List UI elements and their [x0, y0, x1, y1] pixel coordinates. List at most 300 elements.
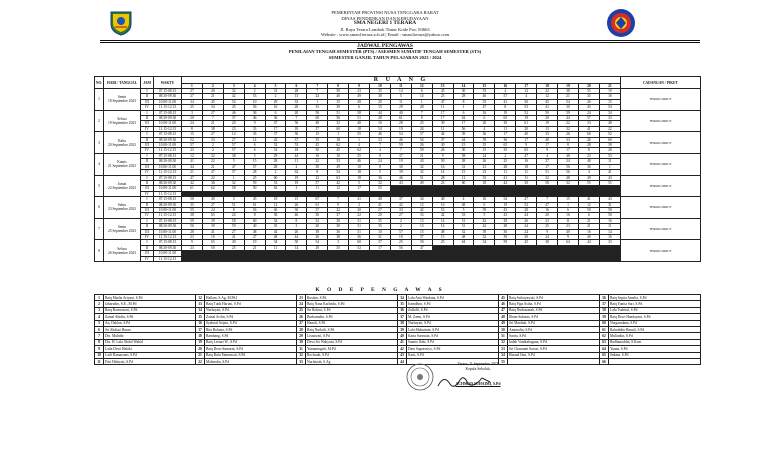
proctor-code-cell: 11: [558, 218, 579, 223]
proctor-code-cell: 60: [244, 218, 265, 223]
proctor-code-cell: 5: [474, 213, 495, 218]
proctor-code-cell: 37: [390, 197, 411, 202]
proctor-code-cell: 14: [390, 89, 411, 94]
kode-name: Baiq Tutik Hariati, S.Pd: [205, 301, 297, 307]
kode-number: 57: [600, 301, 609, 307]
proctor-code-cell: 55: [349, 132, 370, 137]
proctor-code-cell: 43: [244, 132, 265, 137]
proctor-code-cell: 15: [599, 99, 620, 104]
col-waktu: WAKTU: [154, 77, 182, 89]
kode-name: Karta Surawan, S.Pd: [407, 333, 499, 339]
proctor-code-cell: 17: [453, 121, 474, 126]
proctor-code-cell: 47: [265, 121, 286, 126]
proctor-code-cell: 50: [432, 159, 453, 164]
jam-label: III: [141, 229, 154, 234]
reserve-cell: THROUGHOUT: [620, 153, 700, 175]
proctor-code-cell: 11: [599, 159, 620, 164]
proctor-code-cell: 14: [223, 132, 244, 137]
proctor-code-cell: 60: [453, 180, 474, 185]
proctor-code-cell: 44: [182, 164, 203, 169]
proctor-code-cell: 45: [202, 99, 223, 104]
doc-title: JADWAL PENGAWAS: [357, 43, 413, 49]
proctor-code-cell: 44: [516, 213, 537, 218]
proctor-code-cell: 25: [495, 159, 516, 164]
proctor-code-cell: 11: [599, 224, 620, 229]
proctor-code-cell: 21: [182, 170, 203, 175]
room-header: 11: [390, 84, 411, 89]
kode-name: Baiq Septia Amelia, S.Pd: [609, 295, 701, 301]
proctor-code-cell: 51: [349, 116, 370, 121]
proctor-code-cell: 39: [474, 229, 495, 234]
proctor-code-cell: 58: [453, 153, 474, 158]
proctor-code-cell: 20: [349, 207, 370, 212]
proctor-code-cell: 53: [474, 175, 495, 180]
day-cell: [104, 197, 141, 219]
proctor-code-cell: 64: [558, 240, 579, 245]
proctor-code-cell: 54: [370, 126, 391, 131]
proctor-code-cell: 33: [558, 137, 579, 142]
proctor-code-cell: 42: [390, 202, 411, 207]
proctor-code-cell: 33: [411, 213, 432, 218]
proctor-code-cell: 39: [453, 132, 474, 137]
proctor-code-cell: 31: [370, 234, 391, 239]
proctor-code-cell: [432, 256, 453, 261]
proctor-code-cell: 31: [349, 218, 370, 223]
proctor-code-cell: [307, 256, 328, 261]
proctor-code-cell: 10: [349, 164, 370, 169]
proctor-code-cell: 1: [223, 175, 244, 180]
proctor-code-cell: 24: [474, 153, 495, 158]
time-slot: 07.15-08.15: [154, 110, 182, 115]
proctor-code-cell: 47: [474, 105, 495, 110]
proctor-code-cell: 37: [432, 137, 453, 142]
day-number: 1: [95, 89, 104, 111]
proctor-code-cell: 50: [307, 110, 328, 115]
proctor-code-cell: 3: [328, 240, 349, 245]
proctor-code-cell: 28: [370, 116, 391, 121]
proctor-code-cell: 48: [265, 234, 286, 239]
day-number: 5: [95, 175, 104, 197]
proctor-code-cell: 20: [307, 224, 328, 229]
doc-subtitle-1: PENILAIAN TENGAH SEMESTER (PTS) / ASESMEN SUMATIF TENGAH SEMESTER (STS): [288, 49, 482, 55]
proctor-code-cell: 43: [265, 137, 286, 142]
kode-number: 45: [499, 295, 508, 301]
proctor-code-cell: 44: [265, 229, 286, 234]
proctor-code-cell: 62: [286, 170, 307, 175]
kode-name: Aminudin, S.Pd: [508, 326, 600, 332]
proctor-code-cell: 54: [495, 197, 516, 202]
proctor-code-cell: 26: [516, 218, 537, 223]
proctor-code-cell: 24: [307, 94, 328, 99]
proctor-code-cell: 9: [328, 202, 349, 207]
proctor-code-cell: 57: [495, 94, 516, 99]
kode-number: 20: [196, 346, 205, 352]
proctor-code-cell: 4: [578, 170, 599, 175]
proctor-code-cell: 27: [370, 207, 391, 212]
proctor-code-cell: 10: [370, 229, 391, 234]
kode-number: 58: [600, 307, 609, 313]
proctor-code-cell: 48: [432, 229, 453, 234]
proctor-code-cell: 17: [558, 148, 579, 153]
proctor-code-cell: 25: [411, 121, 432, 126]
proctor-code-cell: [328, 256, 349, 261]
schedule-table: [94, 76, 701, 262]
kode-number: 6: [95, 326, 104, 332]
proctor-code-cell: 35: [349, 153, 370, 158]
proctor-code-cell: 5: [349, 180, 370, 185]
proctor-code-cell: 18: [474, 180, 495, 185]
proctor-code-cell: 52: [265, 143, 286, 148]
proctor-code-cell: 11: [495, 126, 516, 131]
kode-name: Baiq Bulu Fatmawati, S.Pd: [205, 352, 297, 358]
day-cell: [104, 153, 141, 175]
proctor-code-cell: 40: [328, 94, 349, 99]
proctor-code-cell: 22: [599, 126, 620, 131]
jam-label: I: [141, 132, 154, 137]
proctor-code-cell: 29: [370, 99, 391, 104]
proctor-code-cell: 48: [370, 197, 391, 202]
proctor-code-cell: 28: [182, 229, 203, 234]
room-header: 8: [328, 84, 349, 89]
room-header: 18: [537, 84, 558, 89]
kode-name: Lalu Tsabitul, S.Pd: [609, 307, 701, 313]
kode-number: 66: [600, 358, 609, 364]
kode-number: 13: [196, 301, 205, 307]
proctor-code-cell: 33: [202, 137, 223, 142]
proctor-code-cell: 23: [182, 245, 203, 250]
kode-number: 5: [95, 320, 104, 326]
proctor-code-cell: 3: [223, 197, 244, 202]
proctor-code-cell: 61: [244, 202, 265, 207]
proctor-code-cell: 12: [516, 89, 537, 94]
day-date: 23 September 2023: [108, 207, 136, 212]
proctor-code-cell: 19: [495, 110, 516, 115]
proctor-code-cell: 54: [599, 105, 620, 110]
proctor-code-cell: 4: [349, 143, 370, 148]
proctor-code-cell: 48: [599, 121, 620, 126]
proctor-code-cell: 26: [432, 148, 453, 153]
proctor-code-cell: 2: [390, 224, 411, 229]
letterhead-line2: DINAS PENDIDIKAN DAN KEBUDAYAAN: [341, 15, 429, 21]
proctor-code-cell: 8: [307, 170, 328, 175]
proctor-code-cell: 2: [495, 153, 516, 158]
proctor-code-cell: 45: [432, 89, 453, 94]
room-header: 9: [349, 84, 370, 89]
kode-name: Baiq Lestari W., S.Pd: [205, 339, 297, 345]
proctor-code-cell: 33: [599, 240, 620, 245]
sign-place-date: Terara, 11 September 2023: [457, 362, 499, 366]
jam-label: III: [141, 121, 154, 126]
proctor-code-cell: 38: [537, 240, 558, 245]
jam-label: I: [141, 153, 154, 158]
proctor-code-cell: 16: [578, 229, 599, 234]
proctor-code-cell: 26: [307, 234, 328, 239]
room-header: 1: [182, 84, 203, 89]
proctor-code-cell: 32: [474, 234, 495, 239]
kode-name: Baiq Nana Karlindu, S.Pd: [306, 301, 398, 307]
proctor-code-cell: 18: [286, 148, 307, 153]
proctor-code-cell: 6: [453, 110, 474, 115]
kode-number: 28: [297, 326, 306, 332]
proctor-code-cell: 22: [328, 207, 349, 212]
proctor-code-cell: 35: [474, 143, 495, 148]
proctor-code-cell: 1: [411, 99, 432, 104]
school-logo: [606, 8, 636, 38]
proctor-code-cell: 63: [328, 175, 349, 180]
proctor-code-cell: [599, 256, 620, 261]
proctor-code-cell: 55: [578, 89, 599, 94]
day-date: 18 September 2023: [108, 99, 136, 104]
jam-label: III: [141, 186, 154, 191]
col-hari: HARI / TANGGAL: [104, 77, 141, 89]
proctor-code-cell: 18: [265, 197, 286, 202]
proctor-code-cell: 16: [432, 164, 453, 169]
proctor-code-cell: 34: [265, 218, 286, 223]
proctor-code-cell: 35: [370, 218, 391, 223]
proctor-code-cell: 15: [453, 170, 474, 175]
proctor-code-cell: 16: [537, 207, 558, 212]
time-slot: 07.15-08.15: [154, 175, 182, 180]
proctor-code-cell: 37: [307, 126, 328, 131]
proctor-code-cell: 52: [307, 218, 328, 223]
proctor-code-cell: 65: [202, 213, 223, 218]
day-date: 21 September 2023: [108, 164, 136, 169]
proctor-code-cell: 58: [537, 180, 558, 185]
proctor-code-cell: 7: [411, 110, 432, 115]
proctor-code-cell: 19: [537, 121, 558, 126]
proctor-code-cell: 12: [453, 175, 474, 180]
proctor-code-cell: [495, 256, 516, 261]
proctor-code-cell: 49: [578, 175, 599, 180]
proctor-code-cell: [286, 256, 307, 261]
proctor-code-cell: 50: [244, 186, 265, 191]
day-name: Selasa: [117, 246, 127, 251]
kode-name: Mahendra, S.Pd: [205, 358, 297, 364]
kode-number: 64: [600, 346, 609, 352]
proctor-code-cell: 65: [516, 148, 537, 153]
proctor-code-cell: 40: [202, 89, 223, 94]
proctor-code-cell: 42: [223, 94, 244, 99]
proctor-code-cell: 27: [223, 229, 244, 234]
kode-name: Iramdhon, S.Pd: [407, 301, 499, 307]
proctor-code-cell: 38: [182, 213, 203, 218]
proctor-code-cell: 26: [578, 99, 599, 104]
proctor-code-cell: 24: [516, 229, 537, 234]
proctor-code-cell: 44: [370, 110, 391, 115]
col-cadangan: CADANGAN / PIKET: [620, 77, 700, 89]
jam-label: III: [141, 99, 154, 104]
proctor-code-cell: 56: [453, 126, 474, 131]
proctor-code-cell: 28: [432, 175, 453, 180]
kode-name: Laila Dewi Hakiki: [104, 346, 196, 352]
kode-number: 40: [398, 333, 407, 339]
proctor-code-cell: 28: [578, 143, 599, 148]
kode-name: Rusdan, S.Pd: [306, 295, 398, 301]
proctor-code-cell: 32: [453, 229, 474, 234]
time-slot: 08.30-09.30: [154, 137, 182, 142]
proctor-code-cell: 7: [307, 89, 328, 94]
proctor-code-cell: 43: [599, 197, 620, 202]
proctor-code-cell: 36: [578, 164, 599, 169]
proctor-code-cell: 19: [516, 116, 537, 121]
kode-number: 55: [499, 358, 508, 364]
kode-number: 42: [398, 346, 407, 352]
proctor-code-cell: 41: [599, 170, 620, 175]
school-web: Website : www.sman1terara.sch.id | Email : sman1terara@yahoo.com: [320, 32, 450, 38]
proctor-code-cell: 20: [182, 116, 203, 121]
kode-name: Sarira, S.Pd: [508, 333, 600, 339]
proctor-code-cell: 51: [411, 175, 432, 180]
jam-label: IV: [141, 105, 154, 110]
proctor-code-cell: 35: [328, 245, 349, 250]
proctor-code-cell: 59: [244, 180, 265, 185]
proctor-code-cell: 24: [182, 121, 203, 126]
day-number: 8: [95, 240, 104, 262]
kode-number: 24: [297, 301, 306, 307]
proctor-code-cell: 21: [202, 164, 223, 169]
proctor-code-cell: 56: [286, 121, 307, 126]
proctor-code-cell: 33: [307, 105, 328, 110]
proctor-code-cell: 24: [411, 126, 432, 131]
proctor-code-cell: 64: [453, 240, 474, 245]
day-date: 25 September 2023: [108, 229, 136, 234]
kode-row: [95, 358, 701, 364]
table-row: [95, 256, 701, 261]
proctor-code-cell: 17: [432, 116, 453, 121]
proctor-code-cell: 13: [411, 224, 432, 229]
kode-number: 19: [196, 339, 205, 345]
proctor-code-cell: 16: [558, 213, 579, 218]
proctor-code-cell: 48: [453, 234, 474, 239]
signature-block: [418, 362, 538, 387]
proctor-code-cell: 10: [244, 99, 265, 104]
proctor-code-cell: 50: [286, 240, 307, 245]
time-slot: 10.00-11.00: [154, 186, 182, 191]
proctor-code-cell: 9: [244, 121, 265, 126]
proctor-code-cell: 36: [328, 229, 349, 234]
proctor-code-cell: 14: [244, 137, 265, 142]
time-slot: 08.30-09.30: [154, 224, 182, 229]
proctor-code-cell: 59: [474, 207, 495, 212]
time-slot: 10.00-11.00: [154, 99, 182, 104]
proctor-code-cell: 8: [411, 116, 432, 121]
room-header: 5: [265, 84, 286, 89]
kode-number: 34: [398, 295, 407, 301]
proctor-code-cell: 43: [390, 180, 411, 185]
proctor-code-cell: 17: [537, 164, 558, 169]
proctor-code-cell: 48: [307, 121, 328, 126]
sign-role: Kepala Sekolah,: [465, 367, 491, 371]
jam-label: I: [141, 110, 154, 115]
proctor-code-cell: 31: [349, 229, 370, 234]
proctor-code-cell: 29: [495, 218, 516, 223]
proctor-code-cell: 12: [265, 202, 286, 207]
kode-name: [609, 358, 701, 364]
kode-name: Baiq Nurhasanah, S.Pd: [508, 307, 600, 313]
proctor-code-cell: 43: [495, 207, 516, 212]
jam-label: IV: [141, 148, 154, 153]
jam-label: II: [141, 159, 154, 164]
proctor-code-cell: 20: [370, 213, 391, 218]
kode-number: 60: [600, 320, 609, 326]
proctor-code-cell: 54: [307, 240, 328, 245]
proctor-code-cell: 60: [349, 240, 370, 245]
jam-label: IV: [141, 170, 154, 175]
day-name: Jumat: [117, 181, 127, 186]
proctor-code-cell: 5: [370, 170, 391, 175]
kode-number: 61: [600, 326, 609, 332]
proctor-code-cell: 51: [328, 110, 349, 115]
proctor-code-cell: 47: [411, 245, 432, 250]
jam-label: IV: [141, 234, 154, 239]
kode-name: Dani Suprasetyo, S.Pd: [407, 346, 499, 352]
proctor-code-cell: 30: [453, 148, 474, 153]
col-no: NO.: [95, 77, 104, 89]
proctor-code-cell: 6: [244, 143, 265, 148]
kode-number: 53: [499, 346, 508, 352]
sign-name: ACHMAD SUHAIMI, S.Pd: [455, 382, 501, 386]
kode-name: Karti, S.Pd: [407, 352, 499, 358]
kode-number: 54: [499, 352, 508, 358]
proctor-code-cell: 22: [537, 89, 558, 94]
jam-label: III: [141, 143, 154, 148]
proctor-code-cell: 7: [202, 116, 223, 121]
proctor-code-cell: 35: [495, 148, 516, 153]
room-header: 17: [516, 84, 537, 89]
proctor-code-cell: 40: [390, 110, 411, 115]
kode-table: [94, 294, 701, 365]
proctor-code-cell: 40: [537, 137, 558, 142]
proctor-code-cell: 2: [265, 94, 286, 99]
proctor-code-cell: 47: [182, 175, 203, 180]
proctor-code-cell: 40: [349, 121, 370, 126]
document-titles: [200, 44, 570, 60]
day-number: 3: [95, 132, 104, 154]
proctor-code-cell: 28: [453, 94, 474, 99]
kode-name: Baiq Fipa Astha, S.Pd: [508, 301, 600, 307]
kode-title: K O D E P E N G A W A S: [315, 287, 445, 293]
kode-name: Yuana, S.Pd: [609, 346, 701, 352]
time-slot: 07.15-08.15: [154, 153, 182, 158]
proctor-code-cell: 41: [223, 234, 244, 239]
day-name: Sabtu: [117, 203, 127, 208]
proctor-code-cell: 6: [474, 202, 495, 207]
proctor-code-cell: 3: [286, 186, 307, 191]
proctor-code-cell: 27: [202, 110, 223, 115]
time-slot: 07.15-08.15: [154, 197, 182, 202]
proctor-code-cell: [370, 256, 391, 261]
proctor-code-cell: 23: [474, 170, 495, 175]
kode-name: Baiq Yunita Sari, S.Pd: [609, 301, 701, 307]
proctor-code-cell: 28: [390, 121, 411, 126]
proctor-code-cell: 55: [182, 207, 203, 212]
proctor-code-cell: 30: [307, 164, 328, 169]
jam-label: I: [141, 175, 154, 180]
proctor-code-cell: 59: [182, 218, 203, 223]
proctor-code-cell: 11: [432, 126, 453, 131]
proctor-code-cell: 51: [453, 218, 474, 223]
proctor-code-cell: 41: [578, 197, 599, 202]
kode-name: Sri Mardiah, S.Pd: [508, 320, 600, 326]
day-cell: [104, 89, 141, 111]
proctor-code-cell: 51: [537, 170, 558, 175]
proctor-code-cell: 35: [182, 202, 203, 207]
time-slot: 11.15-12.15: [154, 213, 182, 218]
proctor-code-cell: 34: [411, 197, 432, 202]
proctor-code-cell: 60: [307, 116, 328, 121]
time-slot: 11.15-12.15: [154, 105, 182, 110]
kode-name: Mulianlin, S.Pd: [609, 333, 701, 339]
